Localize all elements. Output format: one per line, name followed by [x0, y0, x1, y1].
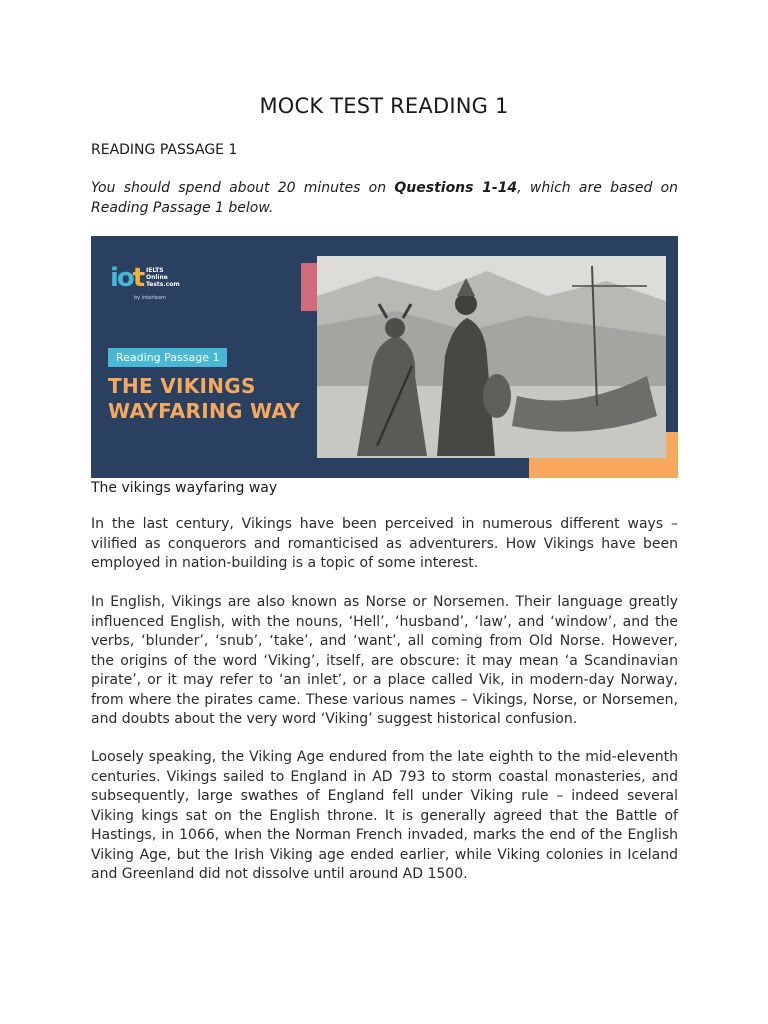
headline-line-1: THE VIKINGS [108, 374, 256, 398]
instruction-after: , which are based on Reading Passage 1 below. [91, 180, 679, 216]
logo-line-3: Tests.com [146, 281, 180, 288]
viking-illustration-drawing [317, 256, 666, 458]
banner-headline [108, 374, 300, 424]
logo-line-2: Online [146, 274, 168, 281]
logo-mark-io: io [110, 263, 133, 293]
page-title: MOCK TEST READING 1 [259, 94, 509, 118]
passage-label: READING PASSAGE 1 [91, 142, 238, 158]
paragraph-2: In English, Vikings are also known as Norse or Norsemen. Their language greatly influenced English, with the nouns, ‘Hell’, ‘husband’, ‘law’, and ‘window’, and the verbs, ‘blunder’, ‘snub’, ‘take’, and ‘want’, all coming from Old Norse. However, the origins of the word ‘Viking’, itself, are obscure: it may mean ‘a Scandinavian pirate’, or it may refer to ‘an inlet’, or a place called Vik, in modern-day Norway, from where the pirates came. These various names – Vikings, Norse, or Norsemen, and doubts about the very word ‘Viking’ suggest historical confusion. [91, 594, 678, 727]
instruction-text [91, 178, 678, 218]
passage-banner [91, 236, 678, 478]
paragraph-1: In the last century, Vikings have been perceived in numerous different ways – vilified as conquerors and romanticised as adventurers. How Vikings have been employed in nation-building is a topic of some interest. [91, 516, 678, 571]
passage-pill: Reading Passage 1 [108, 348, 227, 367]
passage-subheading: The vikings wayfaring way [91, 480, 278, 496]
logo-text [146, 267, 180, 288]
headline-line-2: WAYFARING WAY [108, 399, 301, 423]
ielts-logo [110, 263, 190, 303]
logo-line-1: IELTS [146, 267, 164, 274]
logo-mark [110, 263, 143, 293]
paragraph-3: Loosely speaking, the Viking Age endured from the late eighth to the mid-eleventh centuries. Vikings sailed to England in AD 793 to storm coastal monasteries, and subsequently, large swathes of England fell under Viking rule – indeed several Viking kings sat on the English throne. It is generally agreed that the Battle of Hastings, in 1066, when the Norman French invaded, marks the end of the English Viking Age, but the Irish Viking age ended earlier, while Viking colonies in Iceland and Greenland did not dissolve until around AD 1500. [91, 749, 678, 882]
logo-mark-t: t [132, 263, 144, 293]
viking-illustration [317, 256, 666, 458]
logo-by: by interlearn [134, 295, 167, 301]
instruction-before: You should spend about 20 minutes on [91, 180, 395, 196]
accent-pink-bar [301, 263, 317, 311]
instruction-questions: Questions 1-14 [394, 180, 518, 196]
